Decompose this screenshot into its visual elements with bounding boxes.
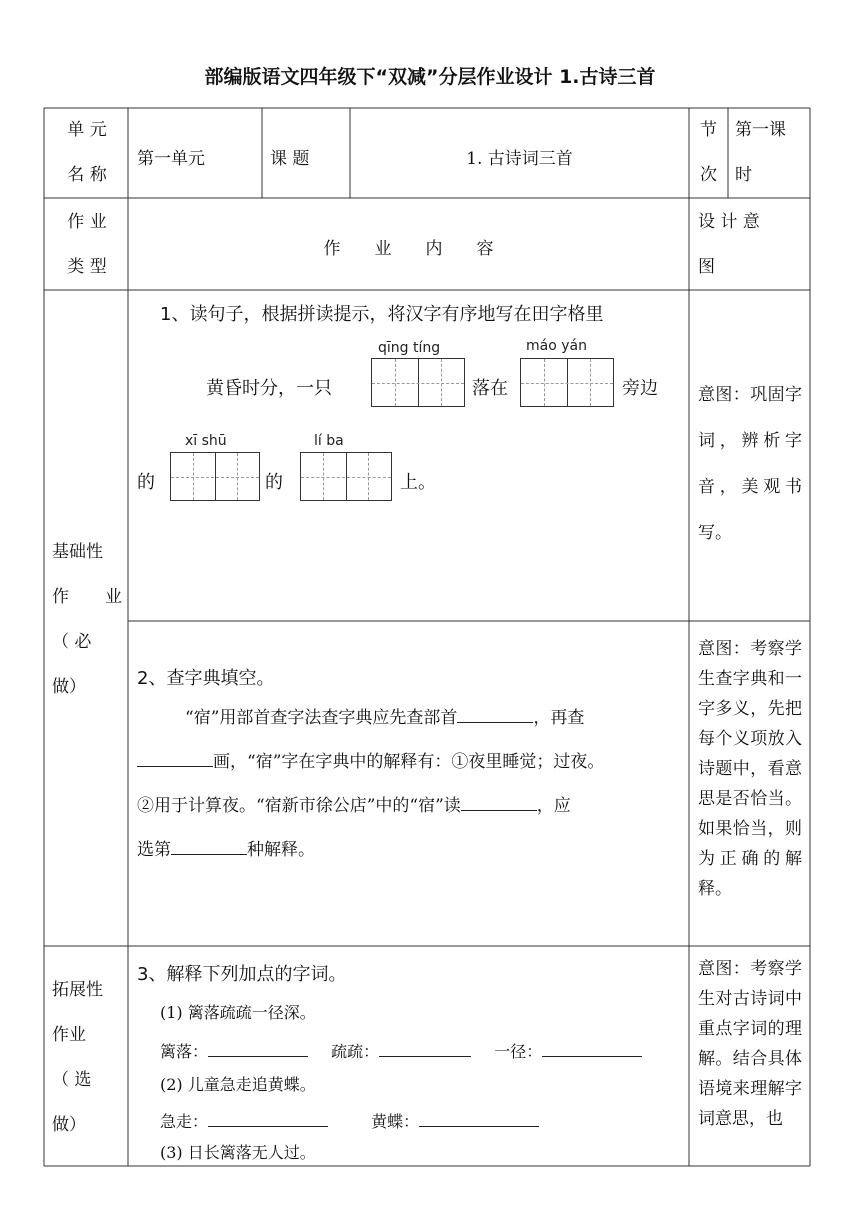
q2-paragraph <box>137 696 682 872</box>
type-label-line2: 类 型 <box>67 257 107 277</box>
section-label-line2: 次 <box>700 165 717 185</box>
q3-blank-jizou[interactable] <box>208 1108 328 1127</box>
q3-item-jizou: 急走： <box>160 1112 209 1131</box>
q3-sentence-2: (2) 儿童急走追黄蝶。 <box>160 1075 316 1094</box>
pinyin-liba: lí ba <box>314 433 344 449</box>
q2-blank-meaning[interactable] <box>171 836 247 855</box>
q2-blank-pronunciation[interactable] <box>461 792 537 811</box>
topic-value: 1. 古诗词三首 <box>466 149 573 169</box>
q2-intent: 意图：考察学生查字典和一字多义，先把每个义项放入诗题中，看意思是否恰当。如果恰当，则为正确的解释。 <box>698 639 802 899</box>
q1-text-5: 的 <box>265 472 283 493</box>
pinyin-qingting: qīng tíng <box>378 340 441 356</box>
tianzige-box-2[interactable] <box>520 358 614 407</box>
q2-heading: 2、查字典填空。 <box>137 668 275 689</box>
q2-line-1b: ，再查 <box>533 708 585 728</box>
q3-item-huangdie: 黄蝶： <box>371 1112 420 1131</box>
q2-line-1a: “宿”用部首查字法查字典应先查部首 <box>185 708 458 728</box>
section-value <box>735 108 809 198</box>
q3-item-yijing: 一径： <box>494 1042 543 1061</box>
q3-items-1 <box>160 1038 642 1062</box>
section-value-line2: 时 <box>735 165 752 185</box>
unit-name-label-line2: 名 称 <box>67 165 107 185</box>
q2-blank-radical[interactable] <box>457 704 533 723</box>
content-label: 作 业 内 容 <box>323 239 494 259</box>
section-label-line1: 节 <box>700 120 717 140</box>
tianzige-box-3[interactable] <box>170 452 260 501</box>
q3-heading: 3、解释下列加点的字词。 <box>137 964 347 985</box>
tianzige-box-1[interactable] <box>371 358 465 407</box>
q1-text-1: 黄昏时分，一只 <box>206 378 332 399</box>
unit-name-label-line1: 单 元 <box>67 120 107 140</box>
q3-blank-huangdie[interactable] <box>419 1108 539 1127</box>
q2-line-3a: ②用于计算夜。“宿新市徐公店”中的“宿”读 <box>137 796 461 816</box>
basic-label-line1: 基础性 <box>52 542 103 562</box>
q3-blank-shushu[interactable] <box>379 1038 471 1057</box>
page-title: 部编版语文四年级下“双减”分层作业设计 1.古诗三首 <box>204 66 656 88</box>
type-label-line1: 作 业 <box>67 212 107 232</box>
basic-label-line3: （ 必 <box>52 632 92 652</box>
q1-text-3: 旁边 <box>622 378 658 399</box>
q1-intent: 意图：巩固字词，辨析字音，美观书写。 <box>698 385 802 543</box>
section-value-line1: 第一课 <box>735 120 786 140</box>
unit-name-value: 第一单元 <box>137 149 205 169</box>
section-label <box>690 108 727 198</box>
basic-homework-label <box>52 530 122 710</box>
extended-label-line3: （ 选 <box>52 1070 92 1090</box>
tianzige-box-4[interactable] <box>300 452 392 501</box>
q1-text-6: 上。 <box>400 472 436 493</box>
q3-intent: 意图：考察学生对古诗词中重点字词的理解。结合具体语境来理解字词意思，也 <box>698 959 802 1129</box>
q3-blank-yijing[interactable] <box>542 1038 642 1057</box>
q2-line-4 <box>137 828 682 872</box>
q2-line-3b: ，应 <box>536 796 571 816</box>
q2-line-3 <box>137 784 682 828</box>
q2-line-2a: 画，“宿”字在字典中的解释有：①夜里睡觉；过夜。 <box>213 752 605 772</box>
q2-blank-strokes[interactable] <box>137 748 213 767</box>
q3-item-liluo: 篱落： <box>160 1042 209 1061</box>
unit-name-label <box>52 108 122 198</box>
q1-heading: 1、读句子，根据拼读提示，将汉字有序地写在田字格里 <box>160 304 604 325</box>
basic-label-line2: 作 业 <box>52 587 122 607</box>
q3-item-shushu: 疏疏： <box>331 1042 380 1061</box>
q3-blank-liluo[interactable] <box>208 1038 308 1057</box>
q2-line-4a: 选第 <box>137 840 171 860</box>
q2-line-2 <box>137 740 682 784</box>
extended-label-line1: 拓展性 <box>52 980 103 1000</box>
topic-label: 课 题 <box>270 149 310 169</box>
pinyin-xishu: xī shū <box>185 433 227 449</box>
intent-label-line1: 设 计 意 <box>698 212 760 232</box>
q3-sentence-3: (3) 日长篱落无人过。 <box>160 1143 316 1162</box>
extended-label-line2: 作业 <box>52 1025 86 1045</box>
q3-sentence-1: (1) 篱落疏疏一径深。 <box>160 1003 316 1022</box>
pinyin-maoyan: máo yán <box>526 338 587 354</box>
q1-text-4: 的 <box>137 472 155 493</box>
basic-label-line4: 做） <box>52 677 86 697</box>
extended-label-line4: 做） <box>52 1115 86 1135</box>
q1-text-2: 落在 <box>472 378 508 399</box>
extended-homework-label <box>52 968 122 1148</box>
q3-items-2 <box>160 1108 539 1132</box>
q2-line-4b: 种解释。 <box>247 840 315 860</box>
intent-label-line2: 图 <box>698 257 715 277</box>
intent-label <box>698 200 806 290</box>
type-label <box>52 200 122 290</box>
q2-line-1 <box>137 696 682 740</box>
